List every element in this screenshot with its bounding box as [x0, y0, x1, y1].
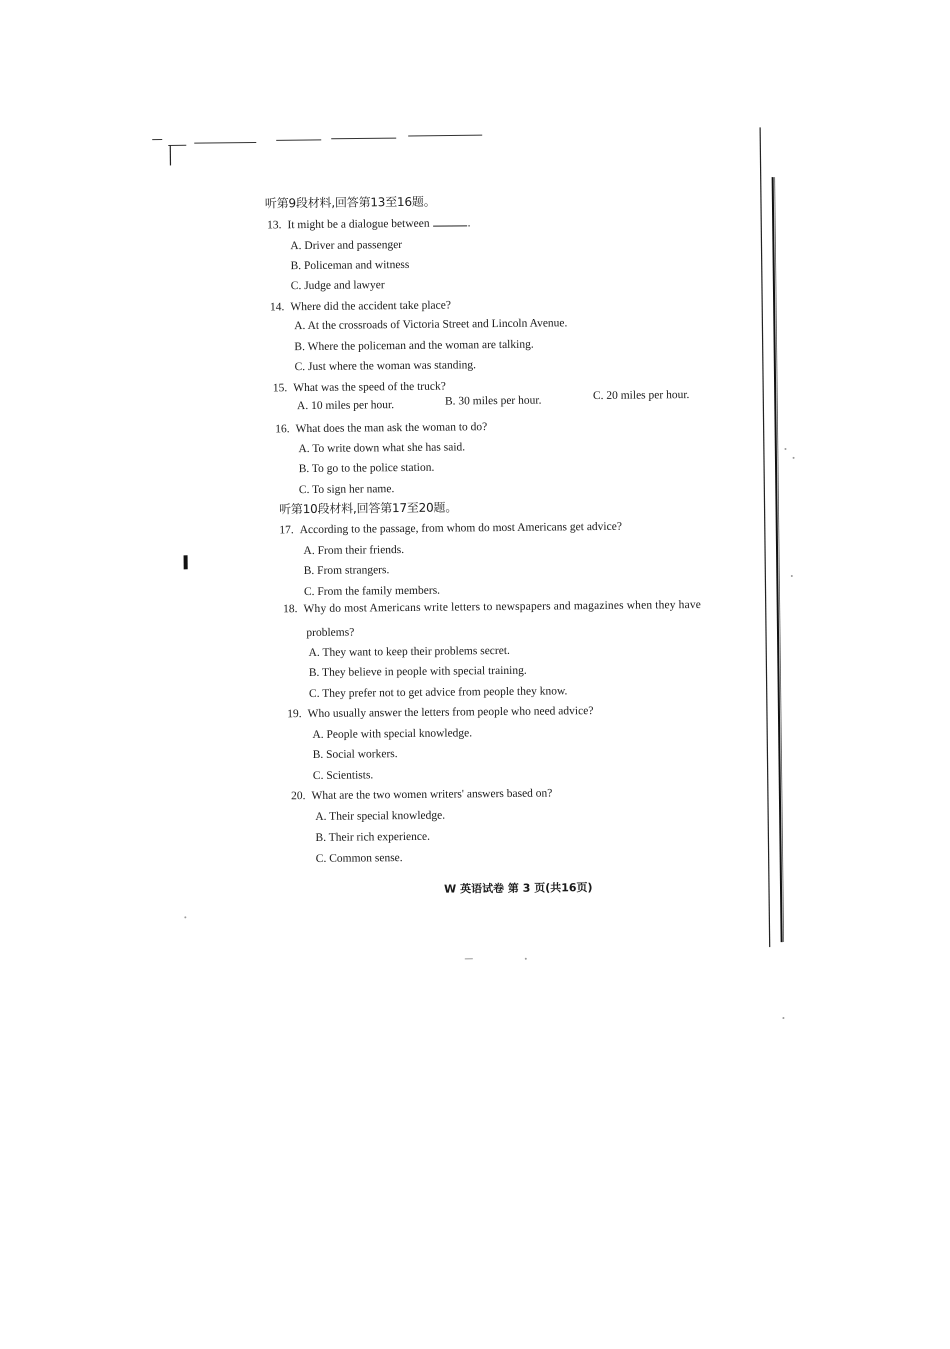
question-text: Where did the accident take place? — [290, 300, 451, 314]
question-text: What was the speed of the truck? — [293, 381, 446, 395]
question-16 — [275, 420, 487, 436]
question-number: 14. — [270, 301, 284, 313]
option: B. 30 miles per hour. — [445, 395, 542, 408]
scan-speck — [791, 575, 793, 577]
section-heading: 听第10段材料,回答第17至20题。 — [279, 500, 457, 516]
option: A. Driver and passenger — [290, 238, 402, 253]
right-binding-edge — [754, 127, 787, 947]
answer-blank — [434, 225, 468, 226]
option: C. From the family members. — [304, 584, 440, 599]
page-footer: W 英语试卷 第 3 页(共16页) — [444, 879, 593, 897]
exam-content — [0, 0, 945, 5]
option: C. Just where the woman was standing. — [295, 358, 477, 374]
question-number: 18. — [283, 603, 297, 615]
question-17 — [279, 520, 622, 538]
option: B. Social workers. — [313, 747, 398, 762]
option: C. Judge and lawyer — [291, 278, 385, 293]
section-heading: 听第9段材料,回答第13至16题。 — [265, 195, 436, 211]
scan-mark — [184, 555, 188, 569]
question-number: 15. — [273, 382, 287, 394]
question-text: It might be a dialogue between — [287, 218, 429, 231]
question-13: 13. It might be a dialogue between . — [267, 216, 470, 232]
option: B. Policeman and witness — [290, 258, 409, 273]
top-binding-marks — [146, 128, 486, 172]
option: B. Where the policeman and the woman are talking. — [294, 338, 533, 355]
option: A. From their friends. — [303, 543, 404, 558]
question-18 — [283, 598, 701, 616]
option: A. To write down what she has said. — [298, 440, 465, 456]
question-number: 16. — [275, 423, 289, 435]
option: C. They prefer not to get advice from people they know. — [309, 684, 567, 701]
option: A. Their special knowledge. — [315, 809, 445, 824]
question-15 — [273, 380, 446, 396]
option: A. They want to keep their problems secret. — [309, 644, 510, 660]
option: A. People with special knowledge. — [312, 726, 472, 742]
option: C. Common sense. — [316, 851, 403, 866]
scan-speck — [793, 457, 795, 459]
option: B. To go to the police station. — [299, 461, 435, 476]
option: A. 10 miles per hour. — [297, 399, 394, 412]
scan-speck — [525, 958, 527, 960]
option: B. Their rich experience. — [315, 830, 430, 845]
question-text: What does the man ask the woman to do? — [296, 421, 488, 435]
question-text: According to the passage, from whom do most Americans get advice? — [300, 521, 622, 536]
question-number: 17. — [279, 524, 293, 536]
scan-speck — [784, 448, 786, 450]
scan-speck — [782, 1017, 784, 1019]
question-19 — [287, 704, 593, 721]
option: C. To sign her name. — [299, 482, 395, 497]
scan-speck — [465, 958, 473, 959]
question-20 — [291, 786, 552, 803]
question-number: 13. — [267, 219, 281, 231]
question-number: 19. — [287, 708, 301, 720]
question-18-continuation: problems? — [306, 626, 354, 641]
question-text: Who usually answer the letters from people who need advice? — [308, 705, 594, 720]
option: C. Scientists. — [313, 768, 374, 783]
question-number: 20. — [291, 790, 305, 802]
scan-speck — [184, 916, 186, 918]
question-text: What are the two women writers' answers based on? — [311, 787, 552, 802]
option: B. From strangers. — [304, 563, 390, 578]
question-text: Why do most Americans write letters to newspapers and magazines when they have — [303, 599, 701, 615]
option: C. 20 miles per hour. — [593, 389, 690, 402]
question-14 — [270, 299, 451, 315]
option: A. At the crossroads of Victoria Street and Lincoln Avenue. — [294, 316, 567, 333]
option: B. They believe in people with special training. — [309, 664, 527, 680]
